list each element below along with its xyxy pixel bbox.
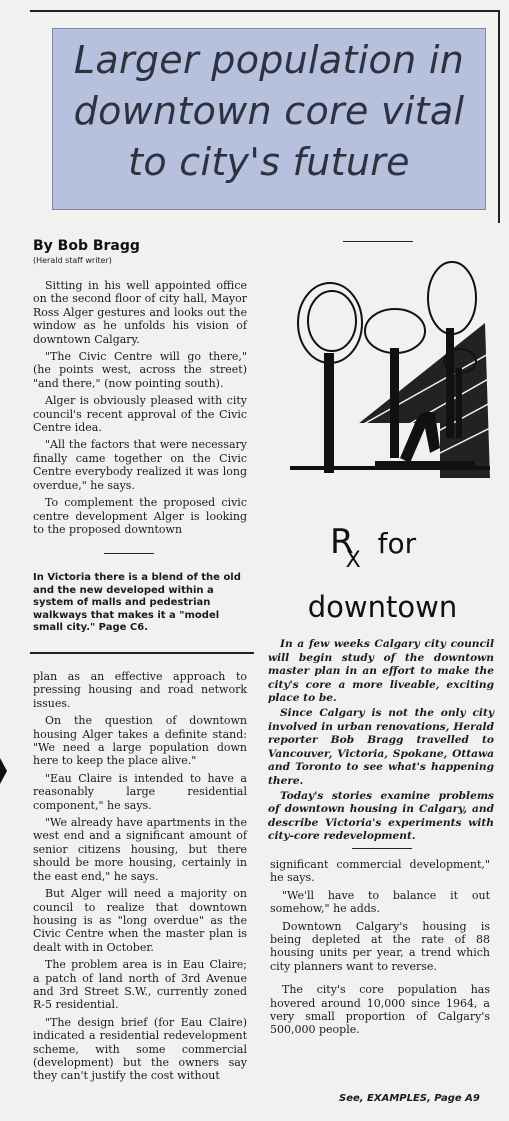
paragraph: significant commercial development," he says.: [270, 858, 490, 885]
paragraph: Alger is obviously pleased with city council's recent approval of the Civic Centre idea.: [33, 394, 247, 435]
sidebar-note: In Victoria there is a blend of the old and the new developed within a system of malls and pedestrian walkways that makes it a "model small city." Page C6.: [33, 572, 241, 633]
rx-symbol: R: [330, 522, 354, 562]
paragraph: On the question of downtown housing Alger takes a definite stand: "We need a large population down here to keep the place alive.": [33, 714, 247, 768]
rx-title: [330, 522, 417, 573]
divider: [343, 241, 413, 242]
headline: Larger population in downtown core vital to city's future: [73, 38, 465, 184]
downtown-title: downtown: [307, 590, 458, 624]
intro-text: [268, 638, 494, 845]
paragraph: "The design brief (for Eau Claire) indicated a residential redevelopment scheme, with some commercial (development) but the owners say they can't justify the cost without: [33, 1015, 247, 1083]
paragraph: "We'll have to balance it out somehow," he adds.: [270, 888, 490, 916]
rx-subscript: X: [345, 548, 361, 573]
intro-paragraph: Today's stories examine problems of downtown housing in Calgary, and describe Victoria's experiments with city-core redevelopment.: [268, 789, 494, 843]
paragraph: "We already have apartments in the west end and a significant amount of senior citizens housing, but there should be more housing, certainly in the east end," he says.: [33, 816, 247, 883]
divider: [104, 553, 154, 554]
see-also-link: See, EXAMPLES, Page A9: [339, 1093, 480, 1104]
paragraph: The problem area is in Eau Claire; a patch of land north of 3rd Avenue and 3rd Street S.W., currently zoned R-5 residential.: [33, 958, 247, 1012]
headline-box: [52, 28, 486, 210]
paragraph: Downtown Calgary's housing is being depleted at the rate of 88 housing units per year, a trend which city planners want to reverse.: [270, 919, 490, 973]
paragraph: Sitting in his well appointed office on the second floor of city hall, Mayor Ross Alger gestures and looks out the window as he unfolds his vision of downtown Calgary.: [33, 279, 247, 346]
intro-paragraph: Since Calgary is not the only city involved in urban renovations, Herald reporter Bob Bragg travelled to Vancouver, Victoria, Spokane, Ottawa and Toronto to see what's happening there.: [268, 706, 494, 787]
paragraph: But Alger will need a majority on council to realize that downtown housing is as "long overdue" as the Civic Centre when the master plan is dealt with in October.: [33, 887, 247, 954]
rx-for: for: [377, 527, 417, 560]
article-column-2: [270, 858, 490, 1041]
intro-paragraph: In a few weeks Calgary city council will begin study of the downtown master plan in an effort to make the city's core a more liveable, exciting place to be.: [268, 638, 494, 705]
paragraph: plan as an effective approach to pressing housing and road network issues.: [33, 670, 247, 710]
paragraph: To complement the proposed civic centre development Alger is looking to the proposed downtown: [33, 496, 247, 536]
downtown-illustration: [290, 253, 490, 509]
article-column-1-bottom: [33, 670, 247, 1087]
byline-credit: (Herald staff writer): [33, 256, 112, 265]
paragraph: "Eau Claire is intended to have a reasonably large residential component," he says.: [33, 771, 247, 812]
paragraph: "The Civic Centre will go there," (he points west, across the street) "and there," (now pointing south).: [33, 350, 247, 390]
paragraph: The city's core population has hovered around 10,000 since 1964, a very small proportion of Calgary's 500,000 people.: [270, 983, 490, 1037]
section-separator: [30, 652, 254, 654]
byline: By Bob Bragg: [33, 238, 140, 254]
page-marker: [0, 758, 7, 784]
paragraph: "All the factors that were necessary finally came together on the Civic Centre everybody realized it was long overdue," he says.: [33, 438, 247, 492]
divider: [352, 848, 412, 849]
article-column-1-top: [33, 279, 247, 540]
